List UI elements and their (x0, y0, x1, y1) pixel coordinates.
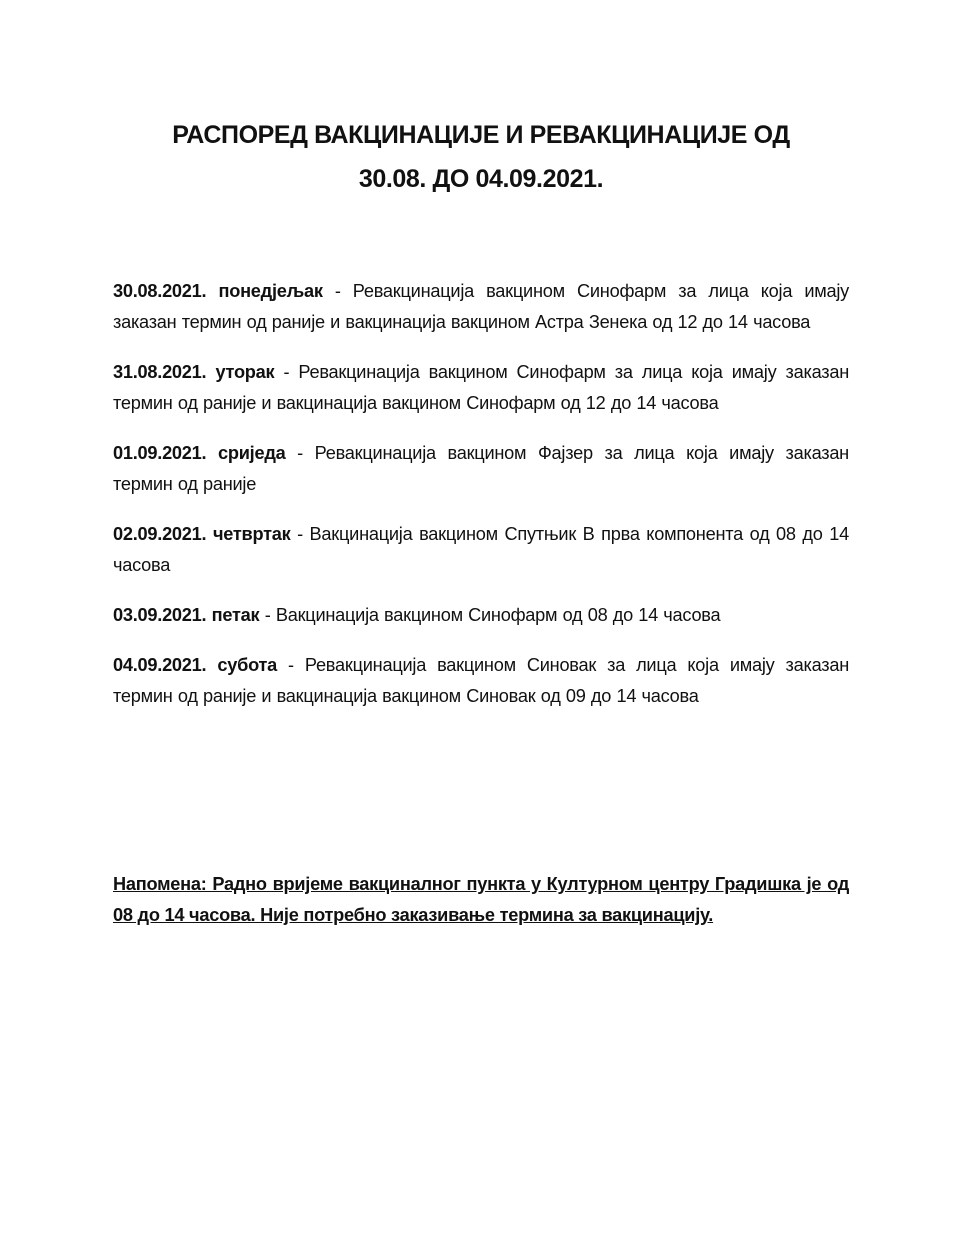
entry-date: 01.09.2021. (113, 443, 207, 463)
entry-day: сриједа (218, 443, 286, 463)
entry-day: петак (211, 605, 260, 625)
entry-separator: - (277, 655, 305, 675)
entry-text: Ревакцинација вакцином Синофарм за лица која имају заказан термин од раније и вакцинација вакцином Синофарм од 12 до 14 часова (113, 362, 849, 413)
entry-text: Вакцинација вакцином Спутњик В прва компонента од 08 до 14 часова (113, 524, 849, 575)
entry-separator: - (259, 605, 276, 625)
entry-text: Ревакцинација вакцином Синовак за лица која имају заказан термин од раније и вакцинација вакцином Синовак од 09 до 14 часова (113, 655, 849, 706)
entry-text: Ревакцинација вакцином Фајзер за лица која имају заказан термин од раније (113, 443, 849, 494)
entry-day: понедјељак (218, 281, 323, 301)
entry-text: Вакцинација вакцином Синофарм од 08 до 14 часова (275, 605, 721, 625)
schedule-note: Напомена: Радно вријеме вакциналног пункта у Културном центру Градишка је од 08 до 14 часова. Није потребно заказивање термина за вакцинацију. (113, 874, 849, 925)
schedule-entry-monday (113, 276, 849, 338)
entry-separator: - (274, 362, 299, 382)
entry-date: 30.08.2021. (113, 281, 207, 301)
schedule-entry-wednesday (113, 438, 849, 500)
schedule-entry-tuesday (113, 357, 849, 419)
entry-date: 31.08.2021. (113, 362, 207, 382)
entry-day: субота (217, 655, 278, 675)
schedule-list (113, 276, 849, 731)
entry-date: 03.09.2021. (113, 605, 207, 625)
entry-day: уторак (215, 362, 275, 382)
entry-day: четвртак (212, 524, 291, 544)
entry-date: 02.09.2021. (113, 524, 207, 544)
entry-separator: - (322, 281, 353, 301)
schedule-entry-saturday (113, 650, 849, 712)
entry-date: 04.09.2021. (113, 655, 207, 675)
schedule-entry-thursday (113, 519, 849, 581)
entry-text: Ревакцинација вакцином Синофарм за лица која имају заказан термин од раније и вакцинација вакцином Астра Зенека од 12 до 14 часова (113, 281, 849, 332)
entry-separator: - (285, 443, 315, 463)
title-line-2: 30.08. ДО 04.09.2021. (358, 165, 604, 193)
entry-separator: - (290, 524, 310, 544)
title-line-1: РАСПОРЕД ВАКЦИНАЦИЈЕ И РЕВАКЦИНАЦИЈЕ ОД (172, 121, 790, 149)
schedule-entry-friday (113, 600, 849, 631)
document-title (100, 113, 862, 201)
